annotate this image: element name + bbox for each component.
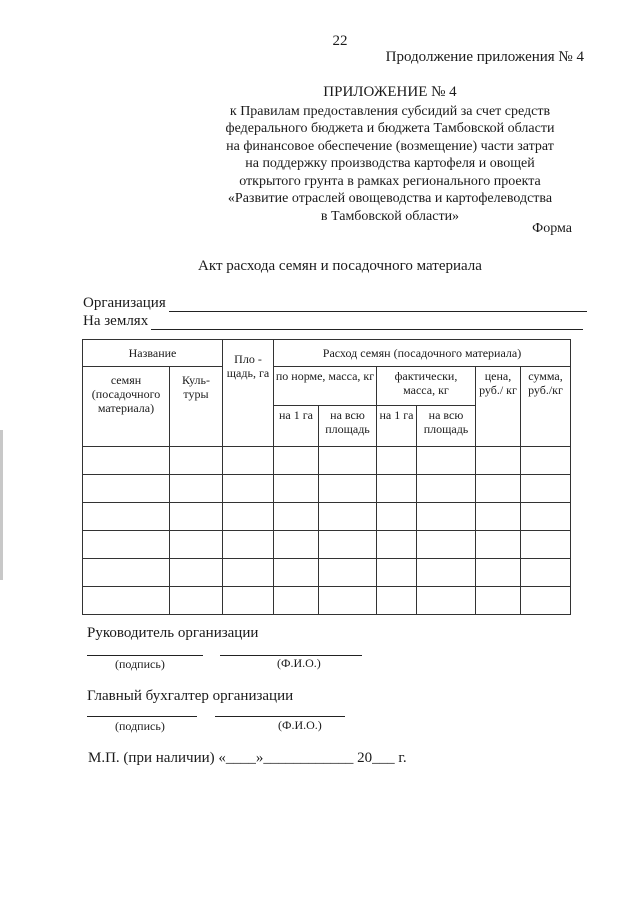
consumption-header: Расход семян (посадочного материала) [274, 340, 571, 367]
name-header: Название [83, 340, 223, 367]
actual-header: фактически, масса, кг [377, 367, 476, 406]
stamp-date-line: М.П. (при наличии) «____»____________ 20___ г. [88, 750, 407, 766]
actual-whole-area-header: на всю площадь [417, 406, 476, 447]
lands-label: На землях [83, 313, 149, 329]
table-row [83, 503, 571, 531]
head-signature-line [87, 655, 203, 656]
price-header: цена, руб./ кг [476, 367, 521, 447]
appendix-line: в Тамбовской области» [320, 208, 460, 224]
sum-header: сумма, руб./кг [521, 367, 571, 447]
organization-field [83, 295, 587, 312]
appendix-block [190, 84, 590, 225]
accountant-fio-caption: (Ф.И.О.) [278, 718, 322, 732]
area-header: Пло - щадь, га [223, 340, 274, 447]
table-row [83, 475, 571, 503]
table-row [83, 587, 571, 615]
head-of-organization-label: Руководитель организации [87, 625, 259, 641]
form-label: Форма [532, 221, 572, 236]
culture-header: Куль-туры [170, 367, 223, 447]
organization-label: Организация [83, 295, 166, 311]
appendix-line: «Развитие отраслей овощеводства и картофелеводства [227, 191, 553, 206]
head-signature-caption: (подпись) [115, 657, 165, 671]
table-row [83, 559, 571, 587]
appendix-line: на финансовое обеспечение (возмещение) части затрат [226, 138, 554, 154]
head-fio-caption: (Ф.И.О.) [277, 656, 321, 670]
norm-header: по норме, масса, кг [274, 367, 377, 406]
seed-consumption-table [82, 339, 571, 615]
page-number: 22 [332, 33, 348, 49]
accountant-signature-line [87, 716, 197, 717]
document-title: Акт расхода семян и посадочного материала [198, 258, 482, 274]
actual-per-ha-header: на 1 га [377, 406, 417, 447]
appendix-line: федерального бюджета и бюджета Тамбовской области [225, 121, 555, 136]
appendix-title: ПРИЛОЖЕНИЕ № 4 [323, 84, 457, 100]
appendix-line: к Правилам предоставления субсидий за счет средств [229, 103, 551, 119]
table-row [83, 447, 571, 475]
organization-line [169, 298, 587, 312]
accountant-fio-line [215, 716, 345, 717]
table-row [83, 531, 571, 559]
chief-accountant-label: Главный бухгалтер организации [87, 688, 294, 704]
accountant-signature-caption: (подпись) [115, 719, 165, 733]
scan-artifact [0, 430, 3, 580]
lands-field [83, 313, 583, 330]
lands-line [151, 316, 583, 330]
seeds-header: семян (посадочного материала) [83, 367, 170, 447]
appendix-line: открытого грунта в рамках регионального проекта [239, 173, 541, 189]
norm-whole-area-header: на всю площадь [319, 406, 377, 447]
appendix-line: на поддержку производства картофеля и овощей [245, 156, 535, 171]
continuation-label: Продолжение приложения № 4 [385, 49, 584, 65]
norm-per-ha-header: на 1 га [274, 406, 319, 447]
